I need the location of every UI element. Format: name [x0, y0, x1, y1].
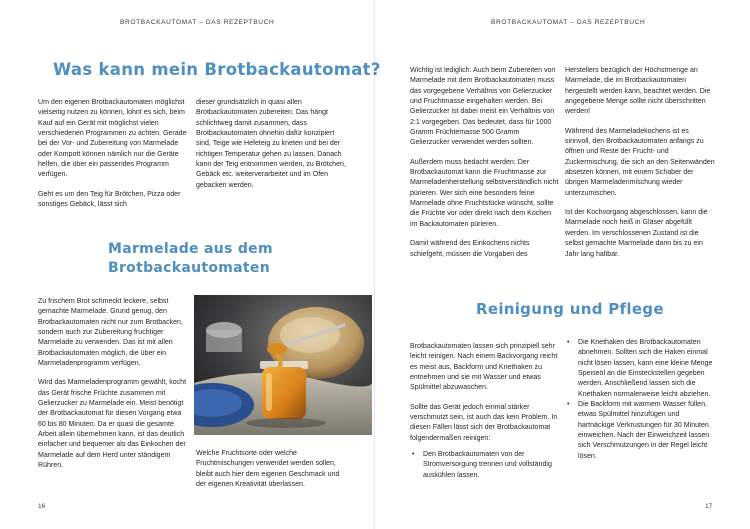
section-title-marmelade	[108, 240, 273, 278]
cleaning-steps-list	[410, 450, 560, 481]
paragraph: Außerdem muss bedacht werden: Der Brotbackautomat kann die Fruchtmasse zur Marmeladenherstellung selbstverständlich nicht pürieren. Wer sich eine besonders feine Marmelade ohne Fruchtstücke wünscht, sollte die Früchte vor oder direkt nach dem Kochen im Backautomaten pürieren.	[410, 158, 559, 228]
section3-column-2	[565, 338, 715, 462]
running-head-right: BROTBACKAUTOMAT – DAS REZEPTBUCH	[491, 19, 646, 26]
paragraph: dieser grundsätzlich in quasi allen Brotbackautomaten zubereiten. Das hängt schlichtweg damit zusammen, dass Brotbackautomaten ohnehin dafür konzipiert sind, Teige wie Hefeteig zu kneten und bei der richtigen Temperatur gehen zu lassen. Danach kann der Teig entnommen werden, zu Brötchen, Gebäck etc. weiterverarbeitet und im Ofen gebacken werden.	[196, 99, 346, 189]
page-number-left: 16	[38, 503, 46, 510]
jam-jar-photo	[194, 295, 372, 435]
section1-column-2	[196, 98, 346, 200]
list-item: • Die Backform mit warmem Wasser füllen, etwas Spülmittel hinzufügen und hartnäckige Verkrustungen für 30 Minuten einweichen. Nach der Einweichzeit lassen sich Verschmutzungen in der Regel leicht lösen.	[578, 400, 715, 462]
paragraph: Ist der Kochvorgang abgeschlossen, kann die Marmelade noch heiß in Gläser abgefüllt werden. Im verschlossenen Zustand ist die selbst gemachte Marmelade dann bis zu ein Jahr lang haltbar.	[565, 209, 708, 258]
paragraph: Herstellers bezüglich der Höchstmenge an Marmelade, die im Brotbackautomaten hergestellt werden kann, beachtet werden. Die angegebene Menge sollte nicht überschritten werden!	[565, 67, 711, 116]
paragraph: Um den eigenen Brotbackautomaten möglichst vielseitig nutzen zu können, lohnt es sich, beim Kauf auf ein Gerät mit möglichst vielen verschiedenen Programmen zu achten. Gerade bei der Vor- und Zubereitung von Marmelade oder Kompott können nämlich nur die Geräte helfen, die über ein passendes Programm verfügen.	[38, 99, 187, 179]
paragraph: Zu frischem Brot schmeckt leckere, selbst gemachte Marmelade. Grund genug, den Brotbackautomaten nicht nur zum Brotbacken, sondern auch zur Zubereitung fruchtiger Marmelade zu verwenden. Das ist mit allen Brotbackautomaten möglich, die über ein Marmeladenprogramm verfügen.	[38, 298, 183, 368]
section2-column-1	[38, 297, 188, 481]
paragraph: Wird das Marmeladenprogramm gewählt, kocht das Gerät frische Früchte zusammen mit Gelierzucker zu Marmelade ein. Meist benötigt der Brotbackautomat für diesen Vorgang etwa 60 bis 80 Minuten. Da er quasi die gesamte Arbeit allein übernehmen kann, ist das deutlich einfacher und bequemer als das Einkochen der Marmelade auf dem Herd unter ständigem Rühren.	[38, 379, 187, 470]
right-top-column-2	[565, 66, 715, 269]
list-item: • Die Knethaken des Brotbackautomaten abnehmen. Sollten sich die Haken einmal nicht lösen lassen, kann eine kleine Menge Speiseöl an die Einsteckstellen gegeben werden. Anschließend lassen sich die Knethaken normalerweise leicht abziehen.	[578, 338, 715, 400]
caption-text: Welche Fruchtsorte oder welche Fruchtmischungen verwendet werden sollen, bleibt auch hier dem eigenen Geschmack und der eigenen Kreativität überlassen.	[196, 450, 340, 489]
paragraph: Damit während des Einkochens nichts schiefgeht, müssen die Vorgaben des	[410, 240, 530, 258]
paragraph: Brotbackautomaten lassen sich prinzipiell sehr leicht reinigen. Nach einem Backvorgang reicht es meist aus, Backform und Knethaken zu entnehmen und sie mit Wasser und etwas Spülmittel abzuwaschen.	[410, 343, 558, 392]
paragraph: Sollte das Gerät jedoch einmal stärker verschmutzt sein, ist auch das kein Problem. In diesen Fällen lässt sich der Brotbackautomat folgendermaßen reinigen:	[410, 403, 558, 442]
section-title-was-kann: Was kann mein Brotbackautomat?	[53, 60, 381, 79]
page-number-right: 17	[705, 503, 713, 510]
paragraph: Während des Marmeladekochens ist es sinnvoll, den Brotbackautomaten anfangs zu öffnen und Reste der Frucht- und Zuckermischung, die sich an den Seitenwänden absetzen können, mit einem Schaber der übrigen Marmeladenmischung wieder unterzumischen.	[565, 127, 715, 197]
jam-jar-illustration	[194, 295, 372, 435]
section-title-line: Brotbackautomaten	[108, 260, 270, 276]
list-item: • Den Brotbackautomaten von der Stromversorgung trennen und vollständig auskühlen lassen.	[423, 450, 560, 481]
cleaning-steps-list-continued	[565, 338, 715, 462]
section-title-line: Marmelade aus dem	[108, 241, 273, 257]
section-title-reinigung: Reinigung und Pflege	[476, 300, 664, 318]
section3-column-1	[410, 342, 560, 481]
photo-caption	[196, 449, 346, 499]
section1-column-1	[38, 98, 188, 219]
paragraph: Geht es um den Teig für Brötchen, Pizza oder sonstiges Gebäck, lässt sich	[38, 190, 181, 209]
paragraph: Wichtig ist lediglich: Auch beim Zubereiten von Marmelade mit dem Brotbackautomaten muss das vorgegebene Verhältnis von Gelierzucker und Fruchtmasse eingehalten werden. Bei Gelierzucker ist dabei meist ein Verhältnis von 2:1 vorgegeben. Das bedeutet, dass für 1000 Gramm Früchtemasse 500 Gramm Gelierzucker verwendet werden sollten.	[410, 67, 556, 147]
right-top-column-1	[410, 66, 560, 269]
running-head-left: BROTBACKAUTOMAT – DAS REZEPTBUCH	[120, 19, 275, 26]
